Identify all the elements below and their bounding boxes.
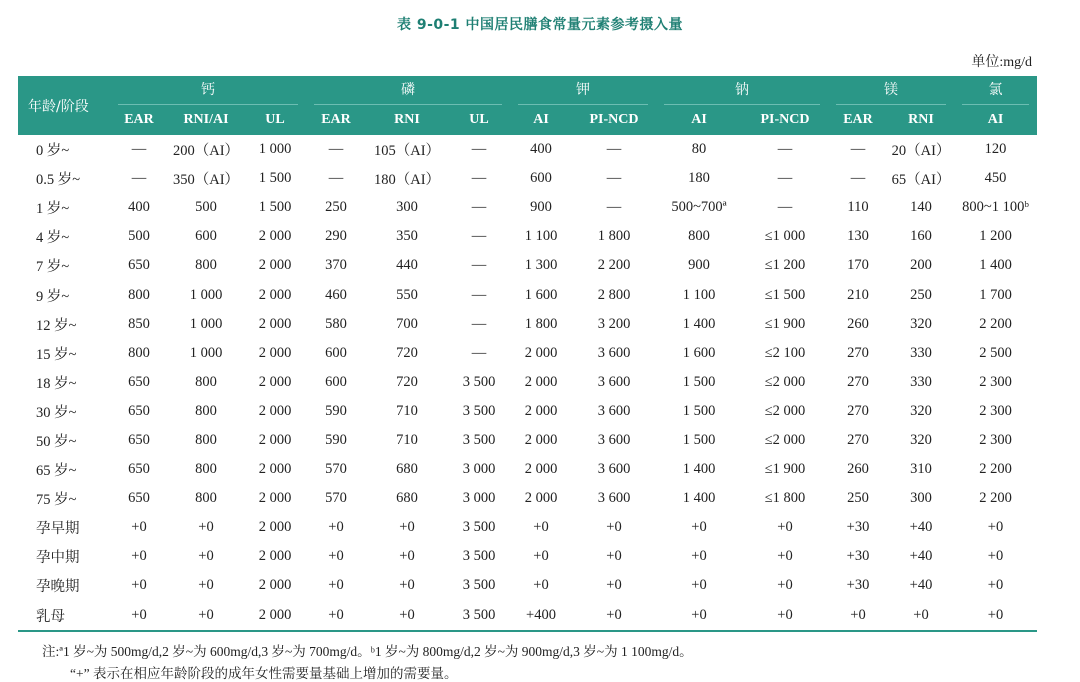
row-age: 9 岁~: [36, 288, 70, 305]
table-cell: 80: [691, 141, 707, 158]
table-cell: +0: [366, 601, 448, 631]
table-cell: 1 800: [524, 315, 558, 332]
table-cell: 2 000: [524, 344, 558, 361]
table-title: 表 9-0-1 中国居民膳食常量元素参考摄入量: [396, 17, 684, 33]
table-cell: 650: [128, 490, 150, 507]
row-age: 30 岁~: [36, 404, 77, 421]
table-cell: 1 600: [524, 286, 558, 303]
table-cell: +0: [306, 601, 366, 631]
table-cell: 900: [688, 257, 710, 274]
table-cell: 130: [847, 228, 869, 245]
table-cell: 2 000: [258, 286, 292, 303]
table-cell: +0: [606, 519, 622, 536]
table-cell: 260: [847, 461, 869, 478]
header-sub: UL: [244, 105, 306, 135]
table-cell: 320: [910, 315, 932, 332]
table-cell: +0: [572, 601, 656, 631]
table-cell: 2 200: [597, 257, 631, 274]
table-cell: —: [328, 170, 344, 187]
table-row: [18, 484, 1037, 513]
table-row: [18, 368, 1037, 397]
table-cell: —: [131, 141, 147, 158]
table-cell: +40: [909, 548, 933, 565]
header-group-sodium: 钠: [656, 76, 828, 105]
table-cell: 3 600: [597, 344, 631, 361]
table-cell: ≤1 500: [764, 286, 806, 303]
table-cell: —: [606, 170, 622, 187]
row-age: 孕中期: [36, 550, 80, 567]
table-cell: 500: [195, 199, 217, 216]
table-cell: —: [777, 141, 793, 158]
unit-label: 单位:mg/d: [971, 55, 1032, 70]
header-group-magnesium: 镁: [828, 76, 954, 105]
table-cell: +0: [328, 519, 344, 536]
table-cell: 1 500: [258, 170, 292, 187]
table-cell: —: [606, 141, 622, 158]
table-cell: 800: [195, 490, 217, 507]
header-sub: EAR: [306, 105, 366, 135]
table-cell: +30: [846, 548, 870, 565]
table-row: [18, 222, 1037, 251]
table-cell: +0: [131, 519, 147, 536]
table-cell: 2 200: [979, 461, 1012, 478]
table-cell: 2 000: [258, 519, 292, 536]
row-age: 65 岁~: [36, 463, 77, 480]
table-cell: 3 600: [597, 490, 631, 507]
table-cell: 700: [396, 315, 418, 332]
header-sub: RNI: [888, 105, 954, 135]
table-cell: +0: [987, 519, 1004, 536]
row-age: 15 岁~: [36, 346, 77, 363]
table-row: [18, 280, 1037, 309]
table-cell: 180（AI）: [373, 172, 441, 189]
table-cell: 2 000: [244, 601, 306, 631]
table-row: [18, 601, 1037, 631]
table-cell: 300: [910, 490, 932, 507]
table-cell: —: [606, 199, 622, 216]
table-cell: 580: [325, 315, 347, 332]
table-cell: 2 000: [524, 431, 558, 448]
table-cell: —: [850, 170, 866, 187]
table-row: [18, 542, 1037, 571]
header-sub: RNI: [366, 105, 448, 135]
table-cell: ≤2 000: [764, 373, 806, 390]
table-cell: 720: [396, 344, 418, 361]
row-age: 1 岁~: [36, 201, 70, 218]
table-cell: 2 000: [524, 490, 558, 507]
header-sub: EAR: [828, 105, 888, 135]
table-cell: 330: [910, 344, 932, 361]
table-cell: —: [131, 170, 147, 187]
table-cell: 800: [195, 402, 217, 419]
table-cell: ≤1 000: [764, 228, 806, 245]
table-cell: +30: [846, 577, 870, 594]
table-cell: +40: [909, 577, 933, 594]
table-cell: 2 000: [258, 315, 292, 332]
table-cell: 650: [128, 461, 150, 478]
table-cell: 720: [396, 373, 418, 390]
table-cell: 590: [325, 402, 347, 419]
table-cell: 570: [325, 461, 347, 478]
table-cell: 600: [530, 170, 552, 187]
row-age: 4 岁~: [36, 230, 70, 247]
table-cell: 1 400: [682, 461, 716, 478]
table-cell: 500: [128, 228, 150, 245]
table-cell: 2 000: [258, 257, 292, 274]
table-cell: 20（AI）: [891, 143, 951, 160]
table-cell: 2 000: [258, 431, 292, 448]
table-cell: +0: [606, 577, 622, 594]
table-cell: 600: [195, 228, 217, 245]
table-row: [18, 397, 1037, 426]
table-row: [18, 251, 1037, 280]
table-cell: 2 000: [258, 402, 292, 419]
table-cell: 800: [195, 257, 217, 274]
table-cell: 800: [195, 461, 217, 478]
row-age: 12 岁~: [36, 317, 77, 334]
table-cell: 3 500: [462, 402, 496, 419]
table-cell: 140: [910, 199, 932, 216]
table-cell: 1 500: [258, 199, 292, 216]
table-cell: +0: [198, 519, 214, 536]
footnote-2: “+” 表示在相应年龄阶段的成年女性需要量基础上增加的需要量。: [70, 666, 458, 681]
table-cell: 710: [396, 431, 418, 448]
table-cell: 450: [984, 170, 1007, 187]
table-cell: 800: [688, 228, 710, 245]
table-cell: ≤1 800: [764, 490, 806, 507]
table-cell: 460: [325, 286, 347, 303]
table-cell: +0: [691, 548, 707, 565]
table-cell: 650: [128, 431, 150, 448]
table-cell: +0: [606, 548, 622, 565]
table-cell: 2 000: [258, 344, 292, 361]
table-cell: 3 600: [597, 402, 631, 419]
header-group-phosphorus: 磷: [306, 76, 510, 105]
table-cell: +0: [888, 601, 954, 631]
table-row: [18, 135, 1037, 164]
table-cell: 800: [195, 431, 217, 448]
table-cell: +0: [954, 601, 1037, 631]
table-cell: 1 500: [682, 373, 716, 390]
table-cell: 300: [396, 199, 418, 216]
table-cell: 850: [128, 315, 150, 332]
table-cell: 3 500: [448, 601, 510, 631]
header-group-calcium: 钙: [110, 76, 306, 105]
table-cell: 1 400: [682, 315, 716, 332]
table-cell: 680: [396, 490, 418, 507]
table-cell: 350（AI）: [172, 172, 240, 189]
table-cell: 1 000: [189, 344, 223, 361]
table-cell: 1 200: [979, 228, 1012, 245]
header-sub: PI-NCD: [742, 105, 828, 135]
table-row: [18, 164, 1037, 193]
table-cell: +0: [328, 577, 344, 594]
table-cell: 310: [910, 461, 932, 478]
table-row: [18, 193, 1037, 222]
table-cell: 210: [847, 286, 869, 303]
table-cell: 1 000: [189, 286, 223, 303]
table-cell: 105（AI）: [373, 143, 441, 160]
table-cell: 260: [847, 315, 869, 332]
table-cell: 2 300: [979, 402, 1012, 419]
header-group-chlorine: 氯: [954, 76, 1037, 105]
table-cell: 370: [325, 257, 347, 274]
table-cell: 350: [396, 228, 418, 245]
table-cell: +0: [777, 519, 793, 536]
table-cell: +0: [399, 519, 415, 536]
footnote-1: 注:ª1 岁~为 500mg/d,2 岁~为 600mg/d,3 岁~为 700mg/d。ᵇ1 岁~为 800mg/d,2 岁~为 900mg/d,3 岁~为 1 100mg/d。: [42, 644, 693, 659]
table-cell: 600: [325, 344, 347, 361]
table-cell: —: [471, 170, 487, 187]
header-sub: EAR: [110, 105, 168, 135]
table-cell: 3 500: [462, 431, 496, 448]
table-cell: 120: [984, 141, 1007, 158]
table-cell: —: [777, 170, 793, 187]
table-cell: +0: [987, 548, 1004, 565]
table-cell: 2 800: [597, 286, 631, 303]
table-cell: 1 600: [682, 344, 716, 361]
table-cell: 1 100: [524, 228, 558, 245]
table-cell: 3 000: [462, 461, 496, 478]
table-cell: 3 500: [462, 548, 496, 565]
table-cell: 3 000: [462, 490, 496, 507]
table-cell: 590: [325, 431, 347, 448]
table-cell: —: [777, 199, 793, 216]
table-cell: 400: [128, 199, 150, 216]
mineral-intake-table: [18, 76, 1037, 632]
header-sub: AI: [656, 105, 742, 135]
table-cell: 680: [396, 461, 418, 478]
table-cell: 270: [847, 373, 869, 390]
table-row: [18, 513, 1037, 542]
row-age: 0.5 岁~: [36, 172, 81, 189]
table-cell: 440: [396, 257, 418, 274]
table-cell: ≤2 000: [764, 402, 806, 419]
header-sub: RNI/AI: [168, 105, 244, 135]
table-cell: 1 500: [682, 431, 716, 448]
table-row: [18, 339, 1037, 368]
table-cell: —: [471, 286, 487, 303]
table-cell: +400: [510, 601, 572, 631]
table-cell: 330: [910, 373, 932, 390]
table-row: [18, 310, 1037, 339]
table-cell: 900: [530, 199, 552, 216]
table-cell: 250: [910, 286, 932, 303]
table-cell: +0: [131, 577, 147, 594]
table-cell: 2 200: [979, 315, 1012, 332]
table-cell: 2 300: [979, 373, 1012, 390]
table-cell: 1 400: [979, 257, 1012, 274]
table-cell: —: [328, 141, 344, 158]
table-cell: 500~700ª: [671, 199, 727, 216]
table-cell: 320: [910, 431, 932, 448]
table-cell: 650: [128, 402, 150, 419]
table-cell: +0: [533, 577, 549, 594]
table-cell: 270: [847, 344, 869, 361]
table-cell: +0: [533, 519, 549, 536]
table-cell: 250: [325, 199, 347, 216]
table-cell: 320: [910, 402, 932, 419]
table-cell: —: [471, 315, 487, 332]
header-sub: PI-NCD: [572, 105, 656, 135]
table-cell: +0: [399, 548, 415, 565]
table-cell: ≤1 200: [764, 257, 806, 274]
table-cell: 2 000: [524, 461, 558, 478]
table-cell: ≤2 000: [764, 431, 806, 448]
table-cell: —: [471, 344, 487, 361]
table-cell: —: [471, 199, 487, 216]
table-cell: 800: [128, 286, 150, 303]
table-cell: 180: [688, 170, 710, 187]
table-cell: 550: [396, 286, 418, 303]
table-cell: 2 000: [258, 228, 292, 245]
table-cell: +0: [110, 601, 168, 631]
table-cell: 3 200: [597, 315, 631, 332]
table-cell: +0: [691, 519, 707, 536]
table-cell: 1 000: [258, 141, 292, 158]
table-cell: 1 700: [979, 286, 1012, 303]
table-cell: +0: [328, 548, 344, 565]
header-age: 年龄/阶段: [18, 76, 110, 135]
table-cell: 600: [325, 373, 347, 390]
table-cell: 3 600: [597, 431, 631, 448]
table-cell: 650: [128, 257, 150, 274]
table-cell: 800: [195, 373, 217, 390]
table-cell: 110: [847, 199, 869, 216]
table-cell: 2 000: [258, 461, 292, 478]
table-cell: +0: [656, 601, 742, 631]
row-age: 孕晚期: [36, 579, 80, 596]
table-cell: +0: [777, 548, 793, 565]
table-row: [18, 455, 1037, 484]
table-row: [18, 571, 1037, 600]
table-cell: —: [471, 228, 487, 245]
row-age: 7 岁~: [36, 259, 70, 276]
table-cell: +0: [691, 577, 707, 594]
table-cell: 3 600: [597, 373, 631, 390]
table-cell: ≤1 900: [764, 315, 806, 332]
table-cell: 2 000: [258, 373, 292, 390]
table-cell: 2 000: [524, 402, 558, 419]
table-cell: 1 400: [682, 490, 716, 507]
table-cell: 400: [530, 141, 552, 158]
row-age: 乳母: [18, 601, 110, 631]
table-cell: —: [471, 141, 487, 158]
table-cell: ≤2 100: [764, 344, 806, 361]
table-cell: +0: [828, 601, 888, 631]
row-age: 0 岁~: [36, 143, 70, 160]
table-cell: 710: [396, 402, 418, 419]
table-cell: 200: [910, 257, 932, 274]
header-sub: UL: [448, 105, 510, 135]
table-cell: 170: [847, 257, 869, 274]
table-cell: 2 000: [258, 577, 292, 594]
table-cell: 1 000: [189, 315, 223, 332]
table-cell: +0: [168, 601, 244, 631]
table-cell: +40: [909, 519, 933, 536]
table-cell: 1 500: [682, 402, 716, 419]
table-cell: 200（AI）: [172, 143, 240, 160]
table-cell: 3 500: [462, 373, 496, 390]
row-age: 50 岁~: [36, 433, 77, 450]
table-cell: +0: [742, 601, 828, 631]
table-cell: +0: [399, 577, 415, 594]
header-sub: AI: [510, 105, 572, 135]
table-cell: 650: [128, 373, 150, 390]
table-cell: 1 100: [682, 286, 716, 303]
row-age: 孕早期: [36, 521, 80, 538]
table-cell: 2 300: [979, 431, 1012, 448]
table-cell: +0: [198, 577, 214, 594]
row-age: 75 岁~: [36, 492, 77, 509]
table-cell: +0: [131, 548, 147, 565]
table-cell: +0: [987, 577, 1004, 594]
table-cell: 250: [847, 490, 869, 507]
table-cell: 2 000: [258, 548, 292, 565]
table-cell: +0: [533, 548, 549, 565]
table-cell: 2 000: [258, 490, 292, 507]
table-cell: —: [471, 257, 487, 274]
table-cell: +30: [846, 519, 870, 536]
table-cell: —: [850, 141, 866, 158]
table-cell: +0: [777, 577, 793, 594]
header-group-potassium: 钾: [510, 76, 656, 105]
table-cell: 65（AI）: [891, 172, 951, 189]
table-cell: 1 300: [524, 257, 558, 274]
table-row: [18, 426, 1037, 455]
row-age: 18 岁~: [36, 375, 77, 392]
table-cell: 2 500: [979, 344, 1012, 361]
table-cell: 570: [325, 490, 347, 507]
table-cell: 3 600: [597, 461, 631, 478]
table-cell: 3 500: [462, 577, 496, 594]
table-cell: 800~1 100ᵇ: [962, 199, 1029, 216]
table-cell: 1 800: [597, 228, 631, 245]
table-cell: 800: [128, 344, 150, 361]
table-cell: 2 200: [979, 490, 1012, 507]
table-cell: 160: [910, 228, 932, 245]
table-cell: +0: [198, 548, 214, 565]
table-cell: 270: [847, 402, 869, 419]
table-cell: 290: [325, 228, 347, 245]
table-cell: ≤1 900: [764, 461, 806, 478]
table-cell: 270: [847, 431, 869, 448]
header-sub: AI: [954, 105, 1037, 135]
table-cell: 3 500: [462, 519, 496, 536]
table-cell: 2 000: [524, 373, 558, 390]
